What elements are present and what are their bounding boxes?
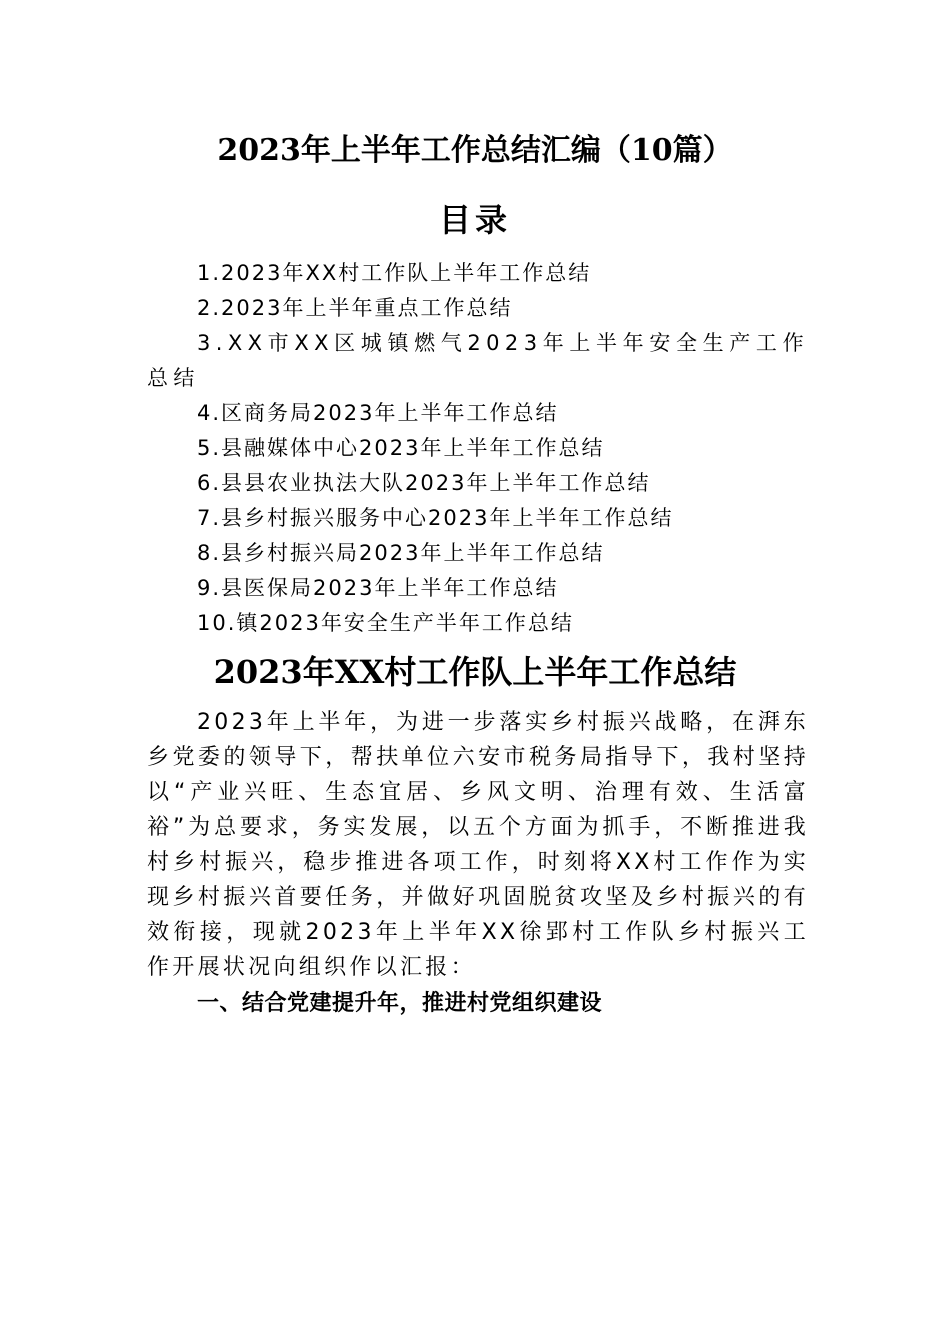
article-title: 2023年XX村工作队上半年工作总结 [213, 653, 737, 691]
toc-heading: 目录 [438, 201, 511, 239]
toc-item-8: 8.县乡村振兴局2023年上半年工作总结 [197, 541, 605, 565]
toc-item-7: 7.县乡村振兴服务中心2023年上半年工作总结 [197, 506, 674, 530]
toc-item-5: 5.县融媒体中心2023年上半年工作总结 [197, 436, 605, 460]
document-title: 2023年上半年工作总结汇编（10篇） [217, 133, 733, 168]
table-of-contents [147, 256, 809, 641]
toc-item-6: 6.县县农业执法大队2023年上半年工作总结 [197, 471, 651, 495]
toc-item-9: 9.县医保局2023年上半年工作总结 [197, 576, 559, 600]
toc-item-10: 10.镇2023年安全生产半年工作总结 [197, 611, 574, 635]
toc-item-4: 4.区商务局2023年上半年工作总结 [197, 401, 559, 425]
toc-item-2: 2.2023年上半年重点工作总结 [197, 296, 513, 320]
toc-item-3: 3.XX市XX区城镇燃气2023年上半年安全生产工作总结 [147, 331, 809, 390]
toc-item-1: 1.2023年XX村工作队上半年工作总结 [197, 261, 592, 285]
article-paragraph: 2023年上半年，为进一步落实乡村振兴战略，在湃东乡党委的领导下，帮扶单位六安市税务局指导下，我村坚持以“产业兴旺、生态宜居、乡风文明、治理有效、生活富裕”为总要求，务实发展，以五个方面为抓手，不断推进我村乡村振兴，稳步推进各项工作，时刻将XX村工作作为实现乡村振兴首要任务，并做好巩固脱贫攻坚及乡村振兴的有效衔接，现就2023年上半年XX徐郢村工作队乡村振兴工作开展状况向组织作以汇报： [147, 710, 809, 980]
section-heading: 一、结合党建提升年，推进村党组织建设 [197, 991, 603, 1016]
